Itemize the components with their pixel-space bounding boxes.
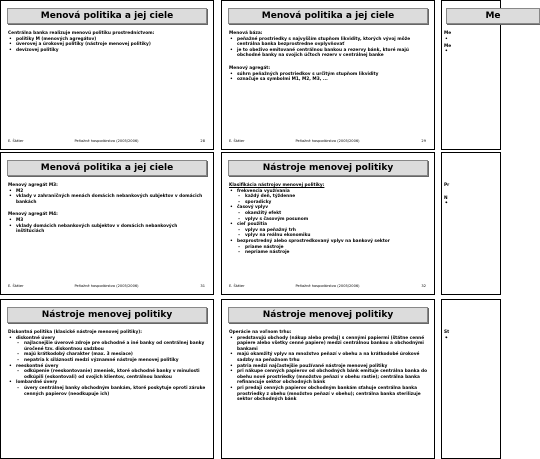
section-heading: Me (444, 31, 452, 36)
bullet-item: • časový vplyv (229, 205, 428, 211)
spacer (444, 37, 494, 42)
spacer (8, 205, 207, 210)
page-number: 31 (200, 284, 205, 288)
slide-7 (0, 299, 214, 459)
slide-body (444, 29, 494, 49)
section-heading: Klasifikácia nástrojov menovej politiky: (229, 183, 325, 188)
slide-3-partial (441, 0, 501, 150)
slide-title: Menová politika a jej ciele (7, 8, 207, 24)
slide-title: Nástroje menovej politiky (228, 160, 428, 176)
section-heading: Pr (444, 183, 450, 188)
footer-course: Peňažné hospodárstvo (2005/2006) (74, 139, 139, 143)
section-heading: Menová báza: (229, 31, 263, 36)
sub-bullet-item: – sporadicky (229, 200, 428, 206)
bullet-item: • peňažné prostriedky s najvyšším stupňom likvidity, ktorých vývoj môže centrálna banka bezprostredne ovplyvňovať (229, 37, 428, 48)
bullet-item: • majú okamžitý vplyv na množstvo peňazí v obehu a na krátkodobé úrokové sadzby na peňažnom trhu (229, 352, 428, 363)
sub-bullet-item: – nepriame nástroje (229, 250, 428, 256)
slide-body (8, 29, 207, 53)
bullet-item: • patria medzi najčastejšie používané nástroje menovej politiky (229, 364, 428, 370)
section-heading: Operácie na voľnom trhu: (229, 330, 292, 335)
page-number: 28 (200, 139, 205, 143)
bullet-item: • frekvencia využívania (229, 189, 428, 195)
slide-body (444, 181, 494, 201)
slide-title: Menová politika a jej ciele (7, 160, 207, 176)
bullet-item: • je to obeživo emitované centrálnou bankou a rezervy bánk, ktoré majú obchodné banky na svojich účtoch rezerv v centrálnej banke (229, 48, 428, 59)
section-heading: Me (444, 43, 452, 49)
bullet-item: • devízovej politiky (8, 48, 207, 54)
bullet-item: • vklady domácich nebankových subjektov v domácich nebankových inštitúciách (8, 224, 207, 235)
footer-course: Peňažné hospodárstvo (2005/2006) (74, 284, 139, 288)
slide-5 (221, 152, 435, 295)
bullet-item: • politiky M (menových agregátov) (8, 37, 207, 43)
section-heading: Diskontná politika (klasické nástroje menovej politiky): (8, 330, 142, 335)
bullet-item: • diskontné úvery (8, 336, 207, 342)
bullet-item: • cieľ použitia (229, 222, 428, 228)
slide-body (229, 181, 428, 256)
footer-author: E. Štáter (8, 139, 24, 143)
sub-bullet-item: – odkúpenie (reeskontovanie) zmeniek, ktoré obchodné banky v minulosti odkúpili (eskontovali) od svojich klientov, centrálnou bankou (8, 369, 207, 380)
bullet-item: • M2 (8, 189, 207, 195)
spacer (444, 189, 494, 194)
footer-author: E. Štáter (229, 139, 245, 143)
bullet-item: • reeskontné úvery (8, 364, 207, 370)
slide-footer (229, 284, 426, 289)
spacer (229, 59, 428, 64)
section-heading: Centrálna banka realizuje menovú politiku prostredníctvom: (8, 31, 155, 36)
slide-1 (0, 0, 214, 150)
slide-body (8, 181, 207, 235)
slide-title: Menová politika a jej ciele (228, 8, 428, 24)
slide-body (229, 328, 428, 403)
bullet-item: • M3 (8, 218, 207, 224)
sub-bullet-item: – vplyv na reálnu ekonomiku (229, 233, 428, 239)
footer-course: Peňažné hospodárstvo (2005/2006) (295, 284, 360, 288)
slide-title: Nástroje menovej politiky (228, 307, 428, 323)
page-number: 32 (421, 284, 426, 288)
sub-bullet-item: – najlacnejšie úverové zdroje pre obchodné a iné banky od centrálnej banky úročené tzv. diskontnou sadzbou (8, 341, 207, 352)
sub-bullet-item: – úvery centrálnej banky obchodným bankám, ktoré poskytuje oproti záruke cenných papierov (neodkupuje ich) (8, 386, 207, 397)
section-heading: Menový agregát M4: (8, 212, 58, 218)
sub-bullet-item: – nepatria k siláznosti medzi významné nástroje menovej politiky (8, 358, 207, 364)
slide-8 (221, 299, 435, 459)
slide-body (8, 328, 207, 397)
slide-footer (229, 139, 426, 144)
footer-author: E. Štáter (8, 284, 24, 288)
page-number: 29 (421, 139, 426, 143)
footer-author: E. Štáter (229, 284, 245, 288)
slide-footer (8, 284, 205, 289)
slide-footer (8, 139, 205, 144)
bullet-item: • označuje sa symbolmi M1, M2, M3, ... (229, 77, 428, 83)
sub-bullet-item: – okamžitý efekt (229, 211, 428, 217)
bullet-item: • pri predaji cenných papierov obchodným bankám sťahuje centrálna banka prostriedky z obehu (množstvo peňazí v obehu); centrálna banka sterilizuje sektor obchodných bánk (229, 386, 428, 403)
sub-bullet-item: – majú krátkodobý charakter (max. 3 mesiace) (8, 352, 207, 358)
slide-6-partial (441, 152, 501, 295)
slide-title: Nástroje menovej politiky (7, 307, 207, 323)
section-heading: Menový agregát: (229, 65, 271, 71)
sub-bullet-item: – každý deň, týždenne (229, 194, 428, 200)
slide-body (444, 328, 494, 336)
bullet-item: • predstavujú obchody (nákup alebo predaj) s cennými papiermi (štátne cenné papiere alebo všetky cenné papiere) medzi centrálnou bankou a obchodnými bankami (229, 336, 428, 353)
bullet-item: • súhrn peňažných prostriedkov s určitým stupňom likvidity (229, 72, 428, 78)
bullet-item: • úverovej a úrokovej politiky (nástroje menovej politiky) (8, 42, 207, 48)
bullet-item: • pri nákupe cenných papierov od obchodných bánk emituje centrálna banka do obehu nové prostriedky (množstvo peňazí v obehu rastie); centrálna banka refinancuje sektor obchodných bánk (229, 369, 428, 386)
slide-body (229, 29, 428, 83)
bullet-item: • lombardné úvery (8, 380, 207, 386)
sub-bullet-item: – vplyv s časovým posunom (229, 217, 428, 223)
sub-bullet-item: – priame nástroje (229, 245, 428, 251)
bullet-item: • vklady v zahraničných menách domácich nebankových subjektov v domácich bankách (8, 194, 207, 205)
footer-course: Peňažné hospodárstvo (2005/2006) (295, 139, 360, 143)
slide-4 (0, 152, 214, 295)
section-heading: N (444, 195, 448, 201)
section-heading: St (444, 330, 450, 335)
sub-bullet-item: – vplyv na peňažný trh (229, 228, 428, 234)
slide-9-partial (441, 299, 501, 459)
section-heading: Menový agregát M3: (8, 183, 58, 188)
bullet-item: • bezprostredný alebo sprostredkovaný vplyv na bankový sektor (229, 239, 428, 245)
slide-title: Me (446, 8, 540, 24)
slide-2 (221, 0, 435, 150)
